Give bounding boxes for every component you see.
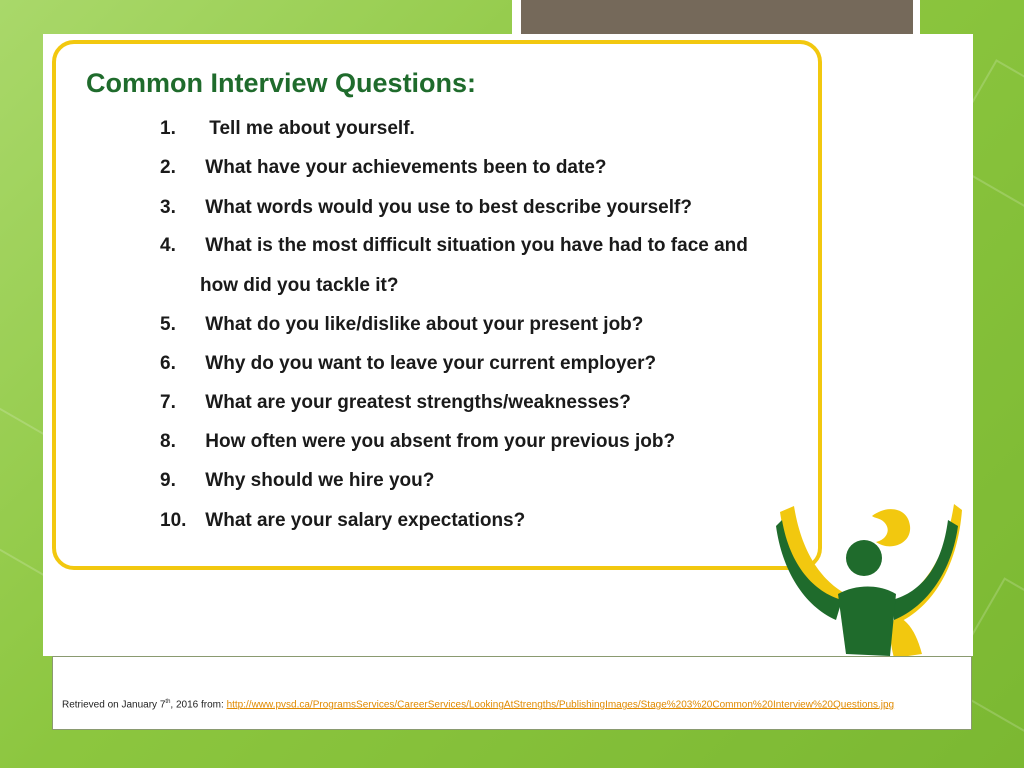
question-item (160, 353, 656, 375)
question-item (160, 470, 434, 492)
question-item (160, 431, 675, 453)
question-text: What are your greatest strengths/weaknesses? (205, 392, 631, 413)
question-text: Tell me about yourself. (209, 118, 415, 139)
question-number: 5. (160, 314, 176, 335)
question-item (160, 197, 692, 219)
question-number: 9. (160, 470, 176, 491)
question-continuation (200, 275, 398, 297)
citation-prefix: Retrieved on January 7 (62, 699, 166, 711)
top-accent-bar-inner (521, 0, 913, 34)
question-item (160, 235, 748, 257)
question-text: What are your salary expectations? (205, 510, 526, 531)
question-item (160, 510, 525, 532)
question-text: how did you tackle it? (200, 275, 399, 296)
citation-superscript: th (165, 699, 171, 705)
question-text: Why should we hire you? (205, 470, 435, 491)
cheering-person-logo (776, 496, 962, 662)
question-number: 8. (160, 431, 176, 452)
question-item (160, 392, 631, 414)
slide-title: Common Interview Questions: (86, 68, 477, 98)
question-text: What words would you use to best describe yourself? (205, 197, 692, 218)
question-item (160, 157, 607, 179)
citation-text (62, 699, 894, 710)
question-text: What have your achievements been to date? (205, 157, 607, 178)
citation-box (52, 656, 972, 730)
citation-link[interactable]: http://www.pvsd.ca/ProgramsServices/CareerServices/LookingAtStrengths/PublishingImages/Stage%203%20Common%20Interview%20Questions.jpg (226, 699, 895, 711)
question-text: Why do you want to leave your current employer? (205, 353, 657, 374)
question-text: How often were you absent from your previous job? (205, 431, 676, 452)
question-number: 3. (160, 197, 176, 218)
question-number: 7. (160, 392, 176, 413)
question-item (160, 314, 643, 336)
question-number: 2. (160, 157, 176, 178)
question-number: 4. (160, 235, 176, 256)
question-number: 6. (160, 353, 176, 374)
question-item (160, 118, 415, 140)
citation-middle: , 2016 from: (170, 699, 227, 711)
question-text: What is the most difficult situation you have had to face and (205, 235, 748, 256)
question-number: 10. (160, 510, 187, 531)
question-number: 1. (160, 118, 176, 139)
question-text: What do you like/dislike about your present job? (205, 314, 644, 335)
